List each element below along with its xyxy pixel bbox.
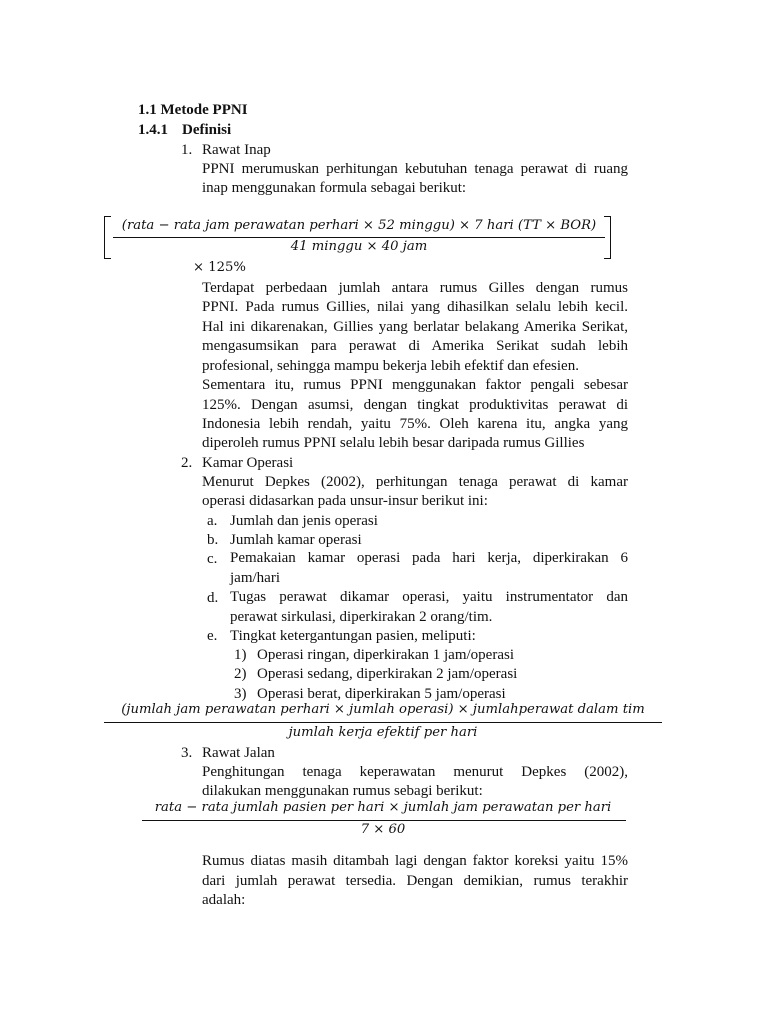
- paragraph-line: adalah:: [202, 892, 246, 908]
- formula-numerator: (rata − rata jam perawatan perhari × 52 minggu) × 7 hari (TT × BOR): [121, 218, 597, 233]
- paragraph-line: inap menggunakan formula sebagai berikut:: [202, 180, 467, 196]
- paragraph-line: profesional, sehingga mampu bekerja lebih efektif dan efesien.: [202, 358, 579, 374]
- list-number: 1.: [181, 142, 193, 158]
- formula-numerator: rata − rata jumlah pasien per hari × jumlah jam perawatan per hari: [154, 800, 612, 815]
- paragraph-line: 125%. Dengan asumsi, dengan tingkat produktivitas perawat di: [202, 397, 628, 413]
- paragraph-line: diperoleh rumus PPNI selalu lebih besar daripada rumus Gillies: [202, 435, 585, 451]
- right-bracket: [604, 216, 611, 259]
- fraction-bar: [142, 820, 626, 821]
- paragraph-line: Rumus diatas masih ditambah lagi dengan faktor koreksi yaitu 15%: [202, 853, 628, 869]
- rawat-jalan-title: Rawat Jalan: [202, 745, 275, 761]
- kamar-operasi-title: Kamar Operasi: [202, 455, 294, 471]
- paragraph-line: Sementara itu, rumus PPNI menggunakan faktor pengali sebesar: [202, 377, 628, 393]
- paragraph-line: Indonesia lebih rendah, yaitu 75%. Oleh karena itu, angka yang: [202, 416, 628, 432]
- list-letter: c.: [207, 551, 218, 567]
- list-item: Tugas perawat dikamar operasi, yaitu instrumentator dan: [230, 589, 628, 605]
- paragraph-line: dilakukan menggunakan rumus sebagi berikut:: [202, 783, 483, 799]
- sublist-item: Operasi ringan, diperkirakan 1 jam/operasi: [257, 647, 514, 663]
- list-letter: e.: [207, 628, 218, 644]
- rawat-inap-title: Rawat Inap: [202, 142, 271, 158]
- paragraph-line: Menurut Depkes (2002), perhitungan tenaga perawat di kamar: [202, 474, 628, 490]
- paragraph-line: Hal ini dikarenakan, Gillies yang berlatar belakang Amerika Serikat,: [202, 319, 628, 335]
- list-item-continuation: jam/hari: [230, 570, 280, 586]
- paragraph-line: PPNI merumuskan perhitungan kebutuhan tenaga perawat di ruang: [202, 161, 628, 177]
- list-item-continuation: perawat sirkulasi, diperkirakan 2 orang/tim.: [230, 609, 493, 625]
- paragraph-line: Terdapat perbedaan jumlah antara rumus Gilles dengan rumus: [202, 280, 628, 296]
- subsection-number: 1.4.1: [138, 122, 168, 138]
- paragraph-line: PPNI. Pada rumus Gillies, nilai yang dihasilkan selalu lebih kecil.: [202, 299, 628, 315]
- list-item: Pemakaian kamar operasi pada hari kerja, diperkirakan 6: [230, 550, 628, 566]
- left-bracket: [104, 216, 111, 259]
- formula-denominator: 41 minggu × 40 jam: [290, 239, 428, 254]
- paragraph-line: dari jumlah perawat tersedia. Dengan demikian, rumus terakhir: [202, 873, 628, 889]
- sublist-item: Operasi sedang, diperkirakan 2 jam/operasi: [257, 666, 518, 682]
- list-item: Jumlah dan jenis operasi: [230, 513, 378, 529]
- sublist-item: Operasi berat, diperkirakan 5 jam/operasi: [257, 686, 506, 702]
- fraction-bar: [113, 237, 605, 238]
- paragraph-line: mengasumsikan para perawat di Amerika Serikat sudah lebih: [202, 338, 628, 354]
- list-letter: d.: [207, 590, 219, 606]
- list-letter: a.: [207, 513, 218, 529]
- list-number: 2.: [181, 455, 193, 471]
- section-heading: 1.1 Metode PPNI: [138, 102, 248, 118]
- sublist-number: 3): [234, 686, 247, 702]
- formula-numerator: (jumlah jam perawatan perhari × jumlah operasi) × jumlahperawat dalam tim: [121, 702, 645, 717]
- list-item: Jumlah kamar operasi: [230, 532, 362, 548]
- formula-denominator: 7 × 60: [360, 822, 406, 837]
- paragraph-line: operasi didasarkan pada unsur-insur berikut ini:: [202, 493, 488, 509]
- formula-multiplier: × 125%: [193, 260, 246, 275]
- formula-denominator: jumlah kerja efektif per hari: [288, 725, 478, 740]
- sublist-number: 1): [234, 647, 247, 663]
- list-number: 3.: [181, 745, 193, 761]
- subsection-title: Definisi: [182, 122, 232, 138]
- sublist-number: 2): [234, 666, 247, 682]
- fraction-bar: [104, 722, 662, 723]
- paragraph-line: Penghitungan tenaga keperawatan menurut Depkes (2002),: [202, 764, 628, 780]
- list-letter: b.: [207, 532, 219, 548]
- list-item: Tingkat ketergantungan pasien, meliputi:: [230, 628, 476, 644]
